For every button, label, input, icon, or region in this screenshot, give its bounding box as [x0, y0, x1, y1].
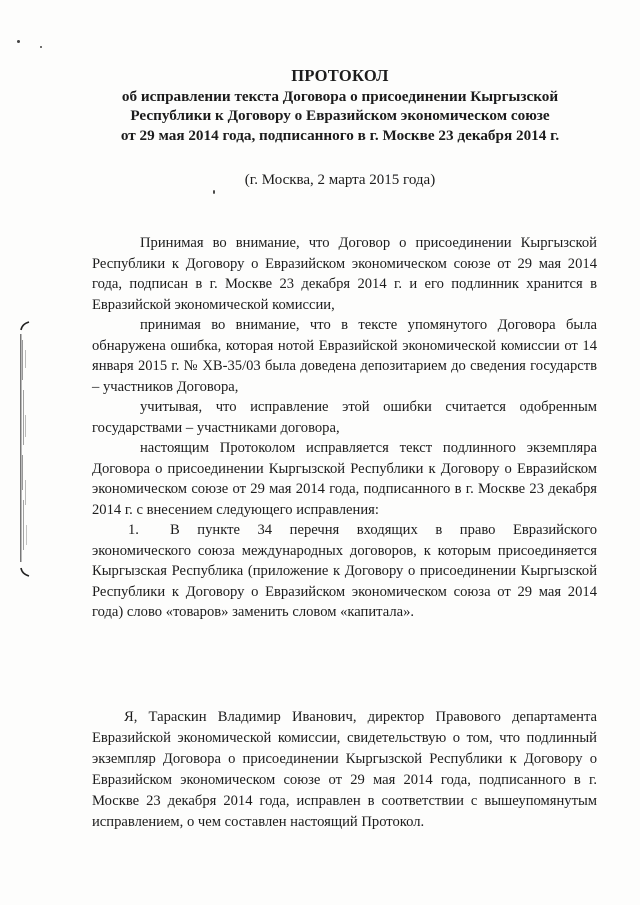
scan-speck — [40, 46, 42, 48]
document-body — [92, 233, 597, 623]
document-heading — [110, 66, 570, 145]
document-title: ПРОТОКОЛ — [291, 66, 389, 85]
item-number: 1. — [128, 522, 139, 538]
subtitle-line: об исправлении текста Договора о присоединении Кыргызской — [121, 87, 559, 105]
paragraph: Принимая во внимание, что Договор о присоединении Кыргызской Республики к Договору о Евразийском экономическом союзе от 29 мая 2014 года, подписан в г. Москве 23 декабря 2014 г. и его подлинник хранится в Евразийской экономической комиссии, — [92, 235, 597, 313]
subtitle-line: Республики к Договору о Евразийском экономическом союзе — [130, 107, 550, 124]
subtitle-line: от 29 мая 2014 года, подписанного в г. Москве 23 декабря 2014 г. — [120, 126, 560, 144]
certification-paragraph: Я, Тараскин Владимир Иванович, директор Правового департамента Евразийской экономической комиссии, свидетельствую о том, что подлинный экземпляр Договора о присоединении Кыргызской Республики к Договору о Евразийском экономическом союзе от 29 мая 2014 года, подписанного в г. Москве 23 декабря 2014 года, исправлен в соответствии с вышеупомянутым исправлением, о чем составлен настоящий Протокол. — [92, 709, 597, 830]
place-and-date: (г. Москва, 2 марта 2015 года) — [244, 172, 436, 188]
paragraph: учитывая, что исправление этой ошибки считается одобренным государствами – участниками договора, — [92, 399, 597, 436]
paragraph: принимая во внимание, что в тексте упомянутого Договора была обнаружена ошибка, которая нотой Евразийской экономической комиссии от 14 января 2015 г. № ХВ-35/03 была доведена депозитарием до сведения государств – участников Договора, — [92, 317, 597, 395]
scan-speck — [17, 40, 20, 43]
binding-edge-mark — [18, 320, 32, 582]
scan-speck — [213, 190, 215, 194]
numbered-item — [92, 520, 597, 623]
paragraph: настоящим Протоколом исправляется текст подлинного экземпляра Договора о присоединении Кыргызской Республики к Договору о Евразийском экономическом союзе от 29 мая 2014 года, подписанного в г. Москве 23 декабря 2014 г. с внесением следующего исправления: — [92, 440, 597, 518]
item-first-line: В пункте 34 перечня входящих в право Евразийского — [170, 522, 597, 538]
item-text: экономического союза международных договоров, к которым присоединяется Кыргызская Республика (приложение к Договору о присоединении Кыргызской Республики к Договору о Евразийском экономическом союза от 29 мая 2014 года) слово «товаров» заменить словом «капитала». — [92, 542, 597, 620]
